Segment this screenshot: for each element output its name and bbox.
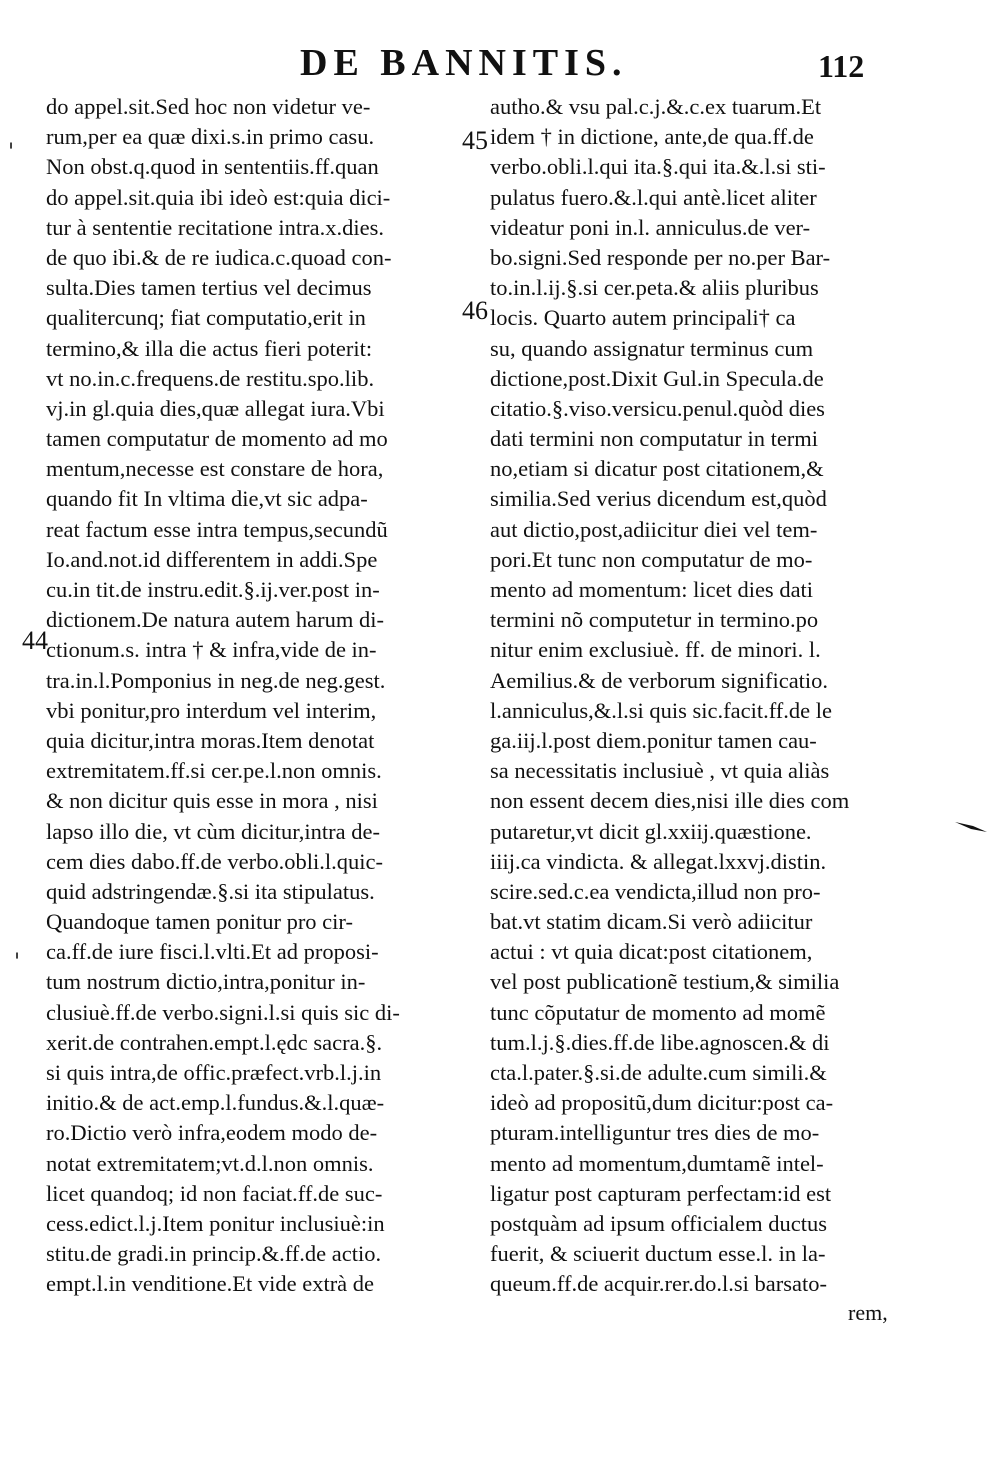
text-line: termino,& illa die actus fieri poterit: xyxy=(46,335,373,361)
text-line: tunc cõputatur de momento ad momẽ xyxy=(490,999,826,1025)
text-line: licet quandoq; id non faciat.ff.de suc- xyxy=(46,1180,383,1206)
text-line: reat factum esse intra tempus,secundũ xyxy=(46,516,388,542)
text-line: pulatus fuero.&.l.qui antè.licet aliter xyxy=(490,184,817,210)
text-line: dictione,post.Dixit Gul.in Specula.de xyxy=(490,365,824,391)
text-line: bo.signi.Sed responde per no.per Bar- xyxy=(490,244,831,270)
text-line: mento ad momentum: licet dies dati xyxy=(490,577,814,602)
text-line: quando fit In vltima die,vt sic adpa- xyxy=(46,486,368,512)
text-line: stitu.de gradi.in princip.&.ff.de actio. xyxy=(46,1241,382,1267)
text-line: rum,per ea quæ dixi.s.in primo casu. xyxy=(46,124,375,150)
marginal-number-45: 45 xyxy=(462,126,488,155)
text-line: pori.Et tunc non computatur de mo- xyxy=(490,546,813,572)
text-line: citatio.§.viso.versicu.penul.quòd dies xyxy=(490,395,825,421)
text-line: Aemilius.& de verborum significatio. xyxy=(490,667,829,693)
text-line: mento ad momentum,dumtamẽ intel- xyxy=(490,1150,824,1176)
text-line: vbi ponitur,pro interdum vel interim, xyxy=(46,697,377,723)
text-line: dati termini non computatur in termi xyxy=(490,426,819,452)
text-line: si quis intra,de offic.præfect.vrb.l.j.in xyxy=(46,1060,382,1085)
text-line: sulta.Dies tamen tertius vel decimus xyxy=(46,275,372,301)
text-line: autho.& vsu pal.c.j.&.c.ex tuarum.Et xyxy=(490,94,822,119)
text-line: sa necessitatis inclusiuè , vt quia aliàs xyxy=(490,758,830,784)
text-line: fuerit, & sciuerit ductum esse.l. in la- xyxy=(490,1241,826,1267)
text-line: no,etiam si dicatur post citationem,& xyxy=(490,456,824,482)
text-line: tur à sententie recitatione intra.x.dies. xyxy=(46,214,384,240)
text-line: do appel.sit.Sed hoc non videtur ve- xyxy=(46,94,371,119)
text-line: nitur enim exclusiuè. ff. de minori. l. xyxy=(490,637,821,663)
text-line: ga.iij.l.post diem.ponitur tamen cau- xyxy=(490,727,817,753)
catchword: rem, xyxy=(848,1300,888,1325)
text-line: cta.l.pater.§.si.de adulte.cum simili.& xyxy=(490,1060,827,1085)
text-line: Non obst.q.quod in sententiis.ff.quan xyxy=(46,154,379,180)
folio-number: 112 xyxy=(818,48,865,84)
text-line: tamen computatur de momento ad mo xyxy=(46,426,388,452)
text-line: to.in.l.ij.§.si cer.peta.& aliis pluribus xyxy=(490,275,819,301)
text-line: mentum,necesse est constare de hora, xyxy=(46,456,384,482)
text-line: cem dies dabo.ff.de verbo.obli.l.quic- xyxy=(46,848,383,874)
text-line: clusiuè.ff.de verbo.signi.l.si quis sic di- xyxy=(46,999,400,1025)
text-line: extremitatem.ff.si cer.pe.l.non omnis. xyxy=(46,758,382,784)
text-line: Quandoque tamen ponitur pro cir- xyxy=(46,909,353,935)
marginal-number-46: 46 xyxy=(462,296,488,325)
text-line: ligatur post capturam perfectam:id est xyxy=(490,1180,832,1206)
text-line: qualitercunq; fiat computatio,erit in xyxy=(46,305,366,331)
text-line: empt.l.in venditione.Et vide extrà de xyxy=(46,1271,375,1297)
running-head-title: DE BANNITIS. xyxy=(300,42,628,84)
text-line: do appel.sit.quia ibi ideò est:quia dici- xyxy=(46,184,391,210)
text-line: termini nõ computetur in termino.po xyxy=(490,607,819,633)
text-line: dictionem.De natura autem harum di- xyxy=(46,607,385,633)
text-line: cess.edict.l.j.Item ponitur inclusiuè:in xyxy=(46,1210,385,1236)
text-line: initio.& de act.emp.l.fundus.&.l.quæ- xyxy=(46,1090,385,1116)
right-text-column xyxy=(490,92,910,1300)
marginal-number-44: 44 xyxy=(22,626,48,655)
text-line: similia.Sed verius dicendum est,quòd xyxy=(490,486,827,512)
text-line: l.anniculus,&.l.si quis sic.facit.ff.de le xyxy=(490,697,833,723)
text-line: bat.vt statim dicam.Si verò adiicitur xyxy=(490,909,813,935)
text-line: actui : vt quia dicat:post citationem, xyxy=(490,939,813,965)
text-line: quid adstringendæ.§.si ita stipulatus. xyxy=(46,878,375,904)
text-line: pturam.intelliguntur tres dies de mo- xyxy=(490,1120,820,1146)
text-line: verbo.obli.l.qui ita.§.qui ita.&.l.si sti- xyxy=(490,154,826,180)
stray-tick-mark: ' xyxy=(14,950,21,975)
text-line: tum nostrum dictio,intra,ponitur in- xyxy=(46,969,366,995)
text-line: xerit.de contrahen.empt.l.ędc sacra.§. xyxy=(46,1029,383,1055)
text-line: tum.l.j.§.dies.ff.de libe.agnoscen.& di xyxy=(490,1029,830,1055)
ink-blot-mark xyxy=(955,820,987,834)
text-line: ctionum.s. intra † & infra,vide de in- xyxy=(46,637,377,663)
text-line: vt no.in.c.frequens.de restitu.spo.lib. xyxy=(46,365,375,391)
text-line: su, quando assignatur terminus cum xyxy=(490,335,814,361)
text-line: locis. Quarto autem principali† ca xyxy=(490,305,796,331)
text-line: ro.Dictio verò infra,eodem modo de- xyxy=(46,1120,378,1146)
text-line: tra.in.l.Pomponius in neg.de neg.gest. xyxy=(46,667,386,693)
text-line: & non dicitur quis esse in mora , nisi xyxy=(46,788,378,814)
text-line: vj.in gl.quia dies,quæ allegat iura.Vbi xyxy=(46,395,385,421)
text-line: ideò ad propositũ,dum dicitur:post ca- xyxy=(490,1090,834,1116)
text-line: scire.sed.c.ea vendicta,illud non pro- xyxy=(490,878,821,904)
text-line: de quo ibi.& de re iudica.c.quoad con- xyxy=(46,244,392,270)
text-line: queum.ff.de acquir.rer.do.l.si barsato- xyxy=(490,1271,827,1297)
text-line: lapso illo die, vt cùm dicitur,intra de- xyxy=(46,818,381,844)
text-line: quia dicitur,intra moras.Item denotat xyxy=(46,727,375,753)
text-line: putaretur,vt dicit gl.xxiij.quæstione. xyxy=(490,818,812,844)
text-line: idem † in dictione, ante,de qua.ff.de xyxy=(490,124,814,150)
text-line: cu.in tit.de instru.edit.§.ij.ver.post in- xyxy=(46,577,380,602)
left-text-column xyxy=(46,92,466,1300)
text-line: non essent decem dies,nisi ille dies com xyxy=(490,788,850,814)
text-line: Io.and.not.id differentem in addi.Spe xyxy=(46,546,378,572)
text-line: aut dictio,post,adiicitur diei vel tem- xyxy=(490,516,818,542)
text-line: iiij.ca vindicta. & allegat.lxxvj.distin. xyxy=(490,848,827,874)
text-line: postquàm ad ipsum officialem ductus xyxy=(490,1210,828,1236)
text-line: videatur poni in.l. anniculus.de ver- xyxy=(490,214,811,240)
stray-tick-mark: ' xyxy=(8,140,15,165)
text-line: vel post publicationẽ testium,& similia xyxy=(490,969,840,995)
text-line: notat extremitatem;vt.d.l.non omnis. xyxy=(46,1150,374,1176)
text-line: ca.ff.de iure fisci.l.vlti.Et ad proposi- xyxy=(46,939,379,965)
